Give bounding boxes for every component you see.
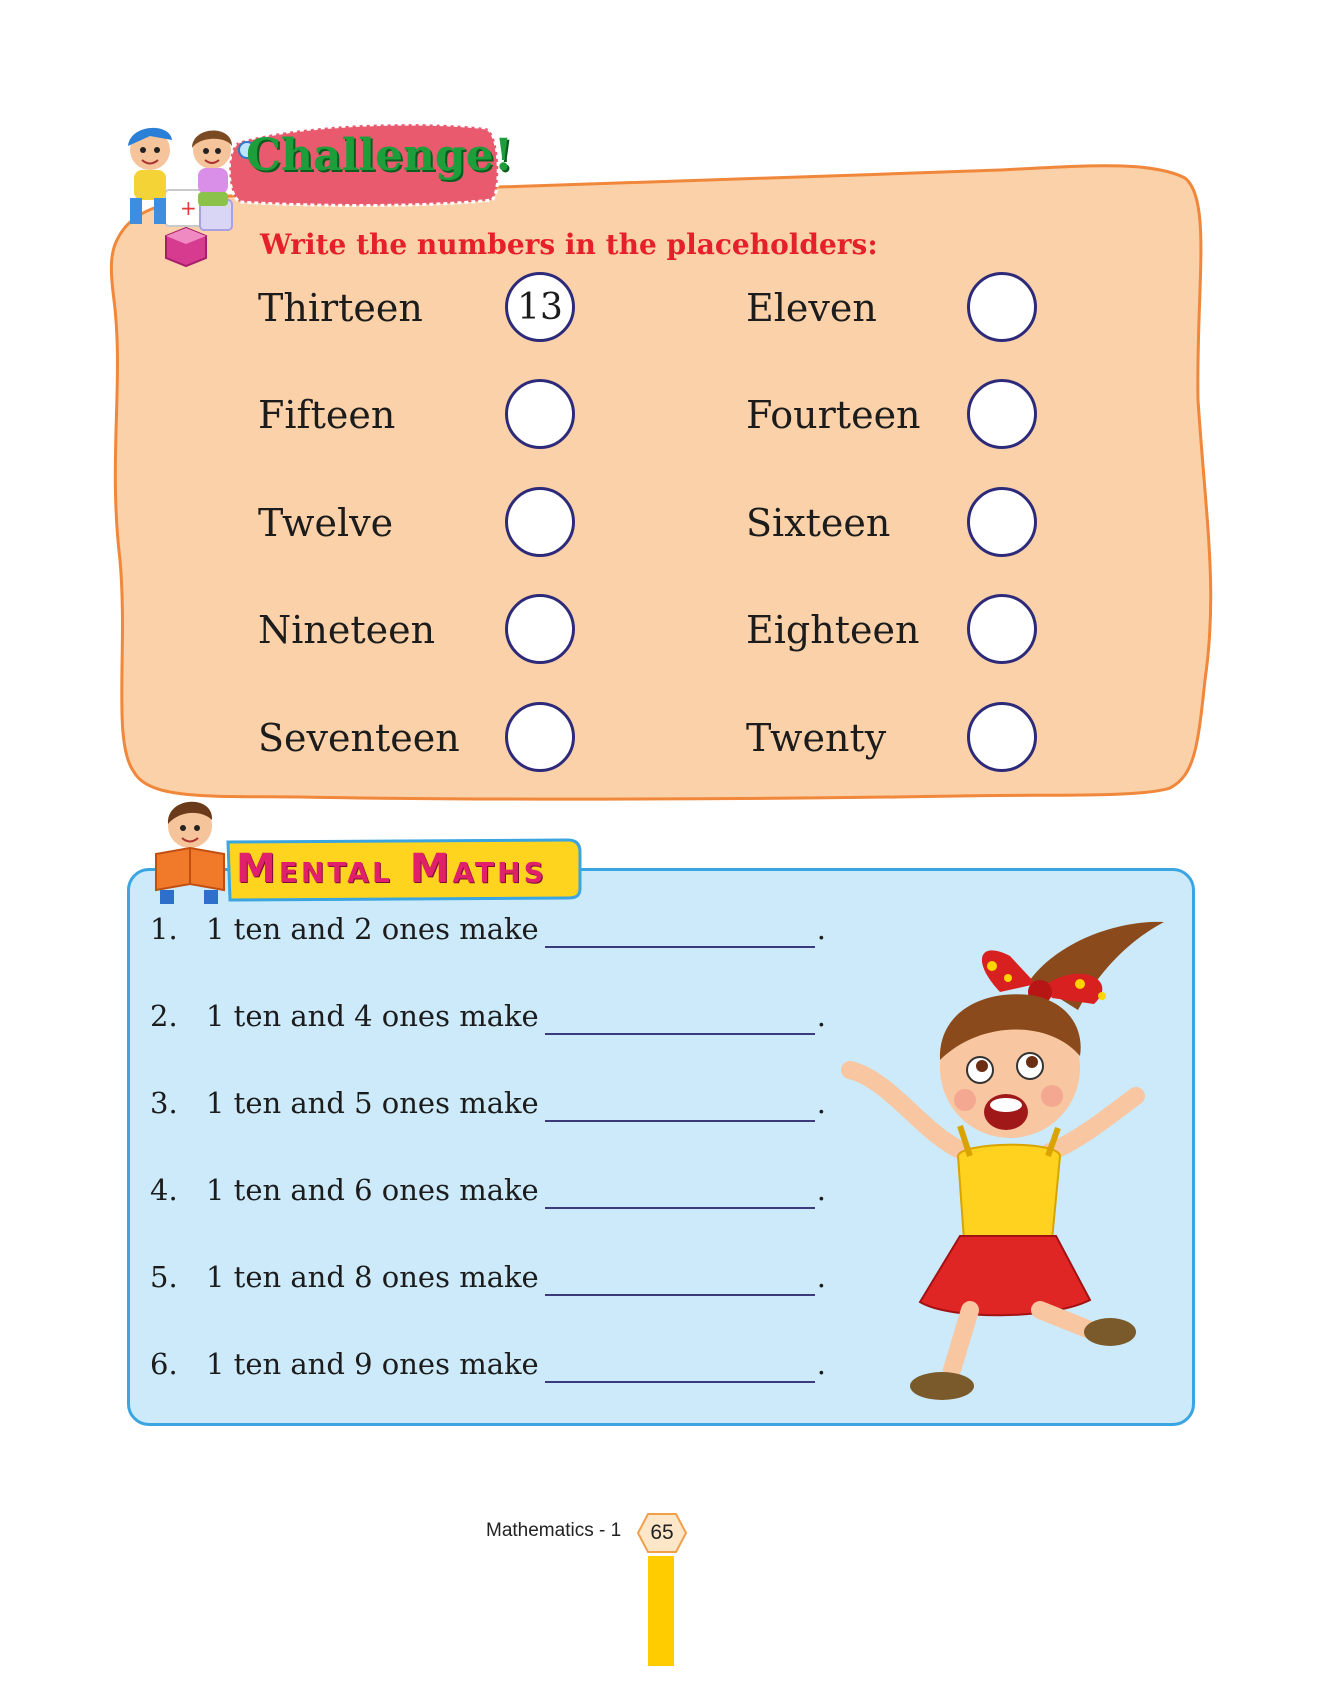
item-number: 6. — [150, 1347, 178, 1381]
challenge-panel-art — [0, 0, 1332, 820]
number-word-twenty: Twenty — [746, 716, 887, 760]
item-text: 1 ten and 8 ones make — [206, 1260, 539, 1294]
placeholder-circle-twelve[interactable] — [505, 487, 575, 557]
number-word-seventeen: Seventeen — [258, 716, 460, 760]
item-period: . — [816, 1260, 826, 1294]
mental-maths-item — [150, 1086, 826, 1173]
mental-maths-item — [150, 999, 826, 1086]
mental-maths-item — [150, 1173, 826, 1260]
number-word-eighteen: Eighteen — [746, 608, 920, 652]
placeholder-circle-twenty[interactable] — [967, 702, 1037, 772]
answer-blank[interactable] — [545, 912, 815, 948]
placeholder-circle-fifteen[interactable] — [505, 379, 575, 449]
number-word-twelve: Twelve — [258, 501, 394, 545]
number-word-fifteen: Fifteen — [258, 393, 396, 437]
number-word-fourteen: Fourteen — [746, 393, 921, 437]
mental-maths-list — [150, 912, 826, 1434]
item-period: . — [816, 999, 826, 1033]
item-number: 1. — [150, 912, 178, 946]
dancing-girl-illustration — [830, 900, 1180, 1420]
placeholder-circle-nineteen[interactable] — [505, 594, 575, 664]
item-period: . — [816, 1347, 826, 1381]
item-text: 1 ten and 6 ones make — [206, 1173, 539, 1207]
placeholder-circle-seventeen[interactable] — [505, 702, 575, 772]
item-number: 3. — [150, 1086, 178, 1120]
challenge-badge-title: Challenge! — [246, 130, 514, 181]
item-period: . — [816, 912, 826, 946]
item-number: 2. — [150, 999, 178, 1033]
placeholder-circle-eleven[interactable] — [967, 272, 1037, 342]
placeholder-circle-thirteen[interactable]: 13 — [505, 272, 575, 342]
number-word-sixteen: Sixteen — [746, 501, 891, 545]
answer-blank[interactable] — [545, 1086, 815, 1122]
answer-blank[interactable] — [545, 1173, 815, 1209]
mental-maths-item — [150, 1260, 826, 1347]
svg-text:+: + — [180, 196, 197, 220]
placeholder-circle-sixteen[interactable] — [967, 487, 1037, 557]
item-text: 1 ten and 4 ones make — [206, 999, 539, 1033]
item-number: 5. — [150, 1260, 178, 1294]
answer-blank[interactable] — [545, 999, 815, 1035]
placeholder-circle-eighteen[interactable] — [967, 594, 1037, 664]
mental-maths-item — [150, 1347, 826, 1434]
mental-maths-item — [150, 912, 826, 999]
item-text: 1 ten and 5 ones make — [206, 1086, 539, 1120]
footer-color-bar — [648, 1556, 674, 1666]
number-word-thirteen: Thirteen — [258, 286, 423, 330]
item-text: 1 ten and 9 ones make — [206, 1347, 539, 1381]
challenge-instruction: Write the numbers in the placeholders: — [260, 228, 878, 261]
number-word-eleven: Eleven — [746, 286, 877, 330]
item-number: 4. — [150, 1173, 178, 1207]
item-text: 1 ten and 2 ones make — [206, 912, 539, 946]
answer-blank[interactable] — [545, 1260, 815, 1296]
page-number: 65 — [650, 1521, 674, 1544]
boy-reading-illustration — [156, 802, 224, 904]
answer-blank[interactable] — [545, 1347, 815, 1383]
item-period: . — [816, 1173, 826, 1207]
number-word-nineteen: Nineteen — [258, 608, 436, 652]
mental-maths-title: Mental Maths — [236, 846, 547, 892]
placeholder-circle-fourteen[interactable] — [967, 379, 1037, 449]
footer-book-title: Mathematics - 1 — [486, 1520, 622, 1541]
item-period: . — [816, 1086, 826, 1120]
